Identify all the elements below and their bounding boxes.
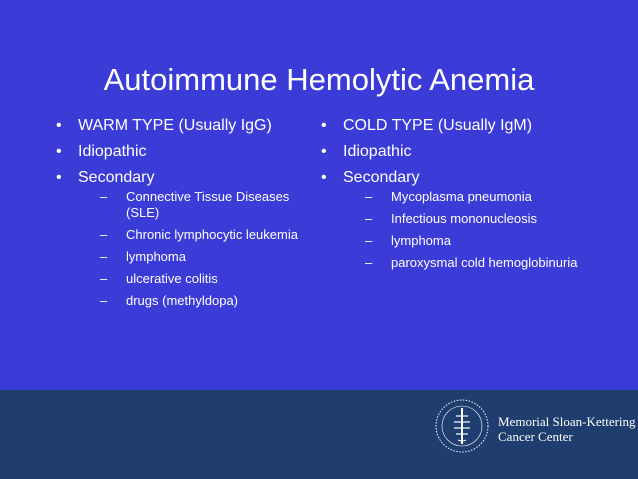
sub-item-text: paroxysmal cold hemoglobinuria [391, 255, 578, 270]
left-sub-list [100, 189, 316, 309]
sub-item [365, 211, 591, 227]
sub-item [100, 249, 316, 265]
logo-line-1: Memorial Sloan-Kettering [498, 414, 636, 429]
right-bullet-idiopathic [321, 142, 591, 161]
sub-dash: – [365, 211, 373, 226]
sub-dash: – [100, 227, 108, 242]
sub-dash: – [100, 249, 108, 264]
right-bullet-cold-type [321, 116, 591, 135]
sub-item-text: Mycoplasma pneumonia [391, 189, 532, 204]
sub-item-text: ulcerative colitis [126, 271, 218, 286]
sub-item [365, 233, 591, 249]
bullet-dot: • [321, 143, 327, 160]
sub-dash: – [100, 271, 108, 286]
logo-text [498, 414, 636, 444]
sub-item-text: lymphoma [126, 249, 186, 264]
bullet-text: COLD TYPE (Usually IgM) [343, 117, 533, 134]
bullet-dot: • [56, 143, 62, 160]
sub-item [100, 293, 316, 309]
sub-item-text: drugs (methyldopa) [126, 293, 238, 308]
sub-item-text: Connective Tissue Diseases (SLE) [126, 189, 290, 220]
sub-item [100, 189, 316, 221]
sub-item-text: lymphoma [391, 233, 451, 248]
sub-dash: – [100, 293, 108, 308]
sub-item-text: Chronic lymphocytic leukemia [126, 227, 298, 242]
sub-item [365, 255, 591, 271]
sub-item [100, 271, 316, 287]
bullet-text: Secondary [343, 169, 420, 186]
bullet-text: Idiopathic [78, 143, 147, 160]
sub-dash: – [365, 189, 373, 204]
right-column [321, 116, 591, 278]
left-bullet-warm-type [56, 116, 316, 135]
bullet-text: Secondary [78, 169, 155, 186]
sub-dash: – [365, 233, 373, 248]
left-bullet-idiopathic [56, 142, 316, 161]
left-column [56, 116, 316, 316]
right-sub-list [365, 189, 591, 271]
left-bullet-secondary [56, 168, 316, 309]
sub-item [100, 227, 316, 243]
bullet-text: Idiopathic [343, 143, 412, 160]
logo-line-2: Cancer Center [498, 429, 573, 444]
slide-title: Autoimmune Hemolytic Anemia [103, 62, 535, 97]
right-bullet-secondary [321, 168, 591, 271]
sub-dash: – [365, 255, 373, 270]
sub-dash: – [100, 189, 108, 204]
msk-caduceus-seal-icon [432, 396, 492, 456]
sub-item-text: Infectious mononucleosis [391, 211, 537, 226]
left-bullet-list [56, 116, 316, 309]
bullet-dot: • [56, 169, 62, 186]
bullet-dot: • [56, 117, 62, 134]
sub-item [365, 189, 591, 205]
bullet-dot: • [321, 169, 327, 186]
bullet-dot: • [321, 117, 327, 134]
bullet-text: WARM TYPE (Usually IgG) [78, 117, 272, 134]
right-bullet-list [321, 116, 591, 271]
